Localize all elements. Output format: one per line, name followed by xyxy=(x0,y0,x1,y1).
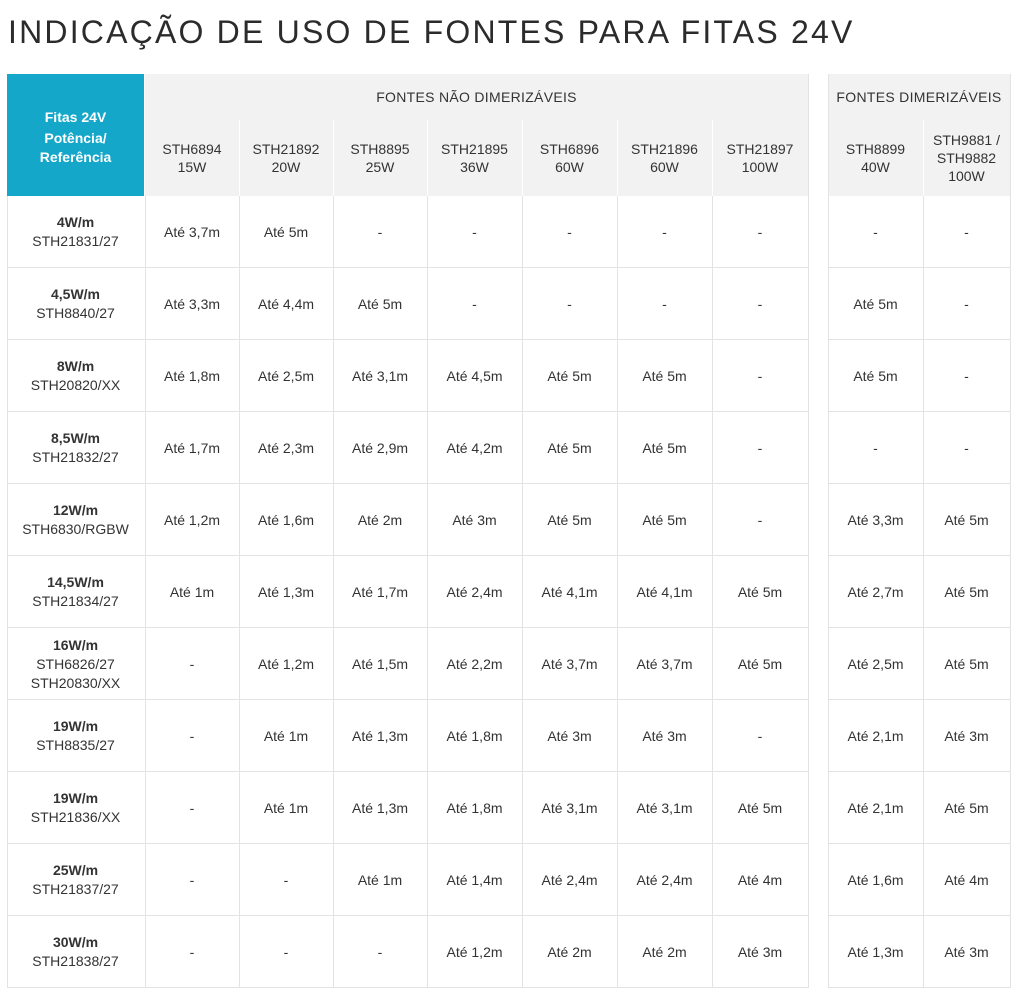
header-divider xyxy=(239,120,240,196)
row-label xyxy=(7,916,144,988)
table-cell: - xyxy=(964,224,969,240)
column-header-line1: STH8899 xyxy=(845,141,906,157)
table-cell: Até 3,1m xyxy=(636,800,693,816)
table-cell: Até 1,2m xyxy=(446,944,503,960)
table-cell: Até 3m xyxy=(452,512,497,528)
column-header xyxy=(617,120,712,196)
column-divider xyxy=(145,196,146,988)
table-cell: - xyxy=(377,944,383,960)
column-divider xyxy=(427,196,428,988)
table-cell: Até 1,3m xyxy=(351,800,409,816)
header-divider xyxy=(333,120,334,196)
table-cell: Até 2,4m xyxy=(636,872,693,888)
table-cell: Até 1m xyxy=(357,872,403,888)
column-header xyxy=(333,120,427,196)
column-header-line2: 100W xyxy=(741,159,779,175)
row-reference: STH8840/27 xyxy=(36,305,115,321)
table-cell: Até 2m xyxy=(547,944,592,960)
corner-label-reference: Referência xyxy=(39,148,112,165)
table-cell: - xyxy=(757,296,763,312)
table-cell: Até 1,7m xyxy=(163,440,221,456)
table-cell: - xyxy=(189,800,195,816)
table-cell: Até 4,5m xyxy=(446,368,503,384)
row-power: 4,5W/m xyxy=(50,286,100,302)
row-reference: STH21837/27 xyxy=(32,881,119,897)
column-divider xyxy=(617,196,618,988)
row-label xyxy=(7,196,144,268)
row-reference: STH6830/RGBW xyxy=(22,521,129,537)
table-cell: Até 1,6m xyxy=(257,512,315,528)
column-divider xyxy=(522,196,523,988)
table-cell: Até 3,1m xyxy=(351,368,409,384)
table-cell: Até 2,5m xyxy=(257,368,315,384)
column-header-line1: STH21897 xyxy=(726,141,794,157)
header-divider xyxy=(712,120,713,196)
row-reference: STH21831/27 xyxy=(32,233,119,249)
table-cell: Até 5m xyxy=(853,368,898,384)
column-header xyxy=(712,120,808,196)
table-cell: Até 5m xyxy=(944,800,989,816)
column-divider xyxy=(7,196,8,988)
table-cell: - xyxy=(189,944,195,960)
table-cell: Até 2,5m xyxy=(847,656,904,672)
table-cell: Até 4,1m xyxy=(541,584,598,600)
table-cell: Até 3,7m xyxy=(163,224,221,240)
column-header-line2: 15W xyxy=(177,159,207,175)
table-cell: Até 2m xyxy=(357,512,403,528)
column-header-line1: STH21896 xyxy=(631,141,698,157)
column-divider xyxy=(1010,196,1011,988)
row-label xyxy=(7,340,144,412)
row-power: 16W/m xyxy=(52,636,99,653)
table-cell: Até 4m xyxy=(944,872,989,888)
table-cell: Até 5m xyxy=(642,512,687,528)
table-cell: Até 5m xyxy=(737,584,783,600)
table-cell: Até 5m xyxy=(737,800,783,816)
table-cell: Até 5m xyxy=(547,512,592,528)
row-reference: STH21832/27 xyxy=(32,449,119,465)
table-cell: Até 2,1m xyxy=(847,728,904,744)
table-cell: - xyxy=(662,296,667,312)
row-reference: STH8835/27 xyxy=(36,737,115,753)
table-cell: Até 1,7m xyxy=(351,584,409,600)
page-title: INDICAÇÃO DE USO DE FONTES PARA FITAS 24V xyxy=(8,14,855,50)
column-divider xyxy=(808,196,809,988)
table-cell: - xyxy=(662,224,667,240)
column-divider xyxy=(333,196,334,988)
table-cell: - xyxy=(757,512,763,528)
column-header xyxy=(145,120,239,196)
table-cell: - xyxy=(472,224,477,240)
table-cell: - xyxy=(873,440,878,456)
row-divider xyxy=(7,987,808,988)
column-header-line2: 60W xyxy=(650,159,679,175)
table-cell: - xyxy=(567,296,572,312)
column-divider xyxy=(239,196,240,988)
row-reference: STH21836/XX xyxy=(30,809,121,825)
column-header-line2: 20W xyxy=(271,159,301,175)
table-cell: Até 2,1m xyxy=(847,800,904,816)
table-cell: Até 1,3m xyxy=(257,584,315,600)
table-cell: Até 5m xyxy=(357,296,403,312)
table-cell: Até 1m xyxy=(169,584,215,600)
table-cell: Até 4m xyxy=(737,872,783,888)
table-cell: - xyxy=(964,296,969,312)
row-label xyxy=(7,772,144,844)
table-cell: Até 3,3m xyxy=(163,296,221,312)
header-divider xyxy=(522,120,523,196)
row-reference: STH21838/27 xyxy=(32,953,119,969)
table-cell: - xyxy=(472,296,477,312)
table-cell: - xyxy=(757,728,763,744)
table-corner-header xyxy=(7,74,144,196)
table-cell: Até 1,3m xyxy=(351,728,409,744)
column-divider xyxy=(808,74,809,196)
row-label xyxy=(7,700,144,772)
table-cell: - xyxy=(757,224,763,240)
table-cell: Até 3,7m xyxy=(636,656,693,672)
row-reference: STH20820/XX xyxy=(30,377,121,393)
column-header xyxy=(522,120,617,196)
row-reference: STH21834/27 xyxy=(32,593,119,609)
table-cell: Até 5m xyxy=(263,224,309,240)
row-label xyxy=(7,412,144,484)
table-cell: Até 3m xyxy=(944,728,989,744)
table-cell: - xyxy=(964,368,969,384)
column-divider xyxy=(828,74,829,196)
column-header-line3: 100W xyxy=(948,168,985,184)
corner-label-power: Potência/ xyxy=(44,129,107,146)
table-cell: Até 1,6m xyxy=(847,872,904,888)
row-label xyxy=(7,556,144,628)
row-label xyxy=(7,268,144,340)
column-header-line2: 25W xyxy=(365,159,395,175)
column-divider xyxy=(923,196,924,988)
column-header xyxy=(828,120,923,196)
column-header-line2: STH9882 xyxy=(936,150,997,166)
header-divider xyxy=(427,120,428,196)
table-cell: Até 5m xyxy=(944,656,989,672)
table-cell: Até 1,2m xyxy=(257,656,315,672)
row-label xyxy=(7,628,144,700)
table-cell: Até 3m xyxy=(642,728,687,744)
row-reference: STH20830/XX xyxy=(30,674,121,691)
table-cell: - xyxy=(757,440,763,456)
header-divider xyxy=(617,120,618,196)
table-cell: Até 1,2m xyxy=(163,512,221,528)
column-header-line1: STH21892 xyxy=(252,141,320,157)
table-cell: - xyxy=(964,440,969,456)
row-power: 30W/m xyxy=(52,934,99,950)
column-divider xyxy=(712,196,713,988)
row-power: 19W/m xyxy=(52,718,99,734)
column-header-line1: STH6896 xyxy=(539,141,600,157)
table-cell: Até 5m xyxy=(853,296,898,312)
column-divider xyxy=(828,196,829,988)
table-cell: Até 5m xyxy=(944,512,989,528)
table-cell: Até 3m xyxy=(737,944,783,960)
table-cell: Até 4,4m xyxy=(257,296,315,312)
table-cell: Até 1m xyxy=(263,728,309,744)
table-cell: - xyxy=(377,224,383,240)
table-cell: Até 2,4m xyxy=(446,584,503,600)
column-header xyxy=(427,120,522,196)
row-label xyxy=(7,484,144,556)
table-cell: Até 5m xyxy=(547,440,592,456)
row-power: 12W/m xyxy=(52,502,99,518)
table-cell: Até 5m xyxy=(642,440,687,456)
table-cell: Até 2,9m xyxy=(351,440,409,456)
table-cell: Até 4,2m xyxy=(446,440,503,456)
column-header-line2: 36W xyxy=(460,159,489,175)
header-divider xyxy=(923,120,924,196)
table-cell: - xyxy=(189,728,195,744)
table-cell: Até 2,4m xyxy=(541,872,598,888)
row-power: 4W/m xyxy=(56,214,95,230)
table-cell: - xyxy=(283,872,289,888)
table-cell: - xyxy=(189,872,195,888)
row-power: 19W/m xyxy=(52,790,99,806)
table-cell: Até 3,1m xyxy=(541,800,598,816)
column-header-line1: STH9881 / xyxy=(933,132,1000,148)
column-header-line1: STH6894 xyxy=(162,141,222,157)
row-power: 25W/m xyxy=(52,862,99,878)
table-cell: Até 2,7m xyxy=(847,584,904,600)
column-divider xyxy=(1010,74,1011,196)
table-cell: Até 5m xyxy=(944,584,989,600)
table-cell: Até 1m xyxy=(263,800,309,816)
table-cell: - xyxy=(189,656,195,672)
table-cell: Até 1,8m xyxy=(446,800,503,816)
column-header-line1: STH21895 xyxy=(441,141,508,157)
table-cell: Até 1,8m xyxy=(446,728,503,744)
column-header xyxy=(239,120,333,196)
table-cell: Até 1,8m xyxy=(163,368,221,384)
table-cell: Até 3,7m xyxy=(541,656,598,672)
table-cell: Até 2,2m xyxy=(446,656,503,672)
column-header-line2: 40W xyxy=(861,159,890,175)
table-cell: Até 5m xyxy=(547,368,592,384)
table-cell: Até 3,3m xyxy=(847,512,904,528)
table-cell: - xyxy=(757,368,763,384)
table-cell: Até 5m xyxy=(642,368,687,384)
table-cell: Até 1,5m xyxy=(351,656,409,672)
column-header-line2: 60W xyxy=(555,159,584,175)
table-cell: - xyxy=(283,944,289,960)
row-power: 8,5W/m xyxy=(50,430,100,446)
table-cell: Até 1,3m xyxy=(847,944,904,960)
table-cell: Até 4,1m xyxy=(636,584,693,600)
column-header-line1: STH8895 xyxy=(350,141,410,157)
table-cell: Até 2,3m xyxy=(257,440,315,456)
row-label xyxy=(7,844,144,916)
row-power: 14,5W/m xyxy=(47,574,104,590)
table-cell: - xyxy=(567,224,572,240)
group-title-dimmable: FONTES DIMERIZÁVEIS xyxy=(836,89,1002,105)
corner-label-strips: Fitas 24V xyxy=(44,108,107,125)
table-cell: Até 3m xyxy=(547,728,592,744)
row-power: 8W/m xyxy=(56,358,95,374)
table-cell: Até 3m xyxy=(944,944,989,960)
column-header xyxy=(923,120,1010,196)
group-title-non-dimmable: FONTES NÃO DIMERIZÁVEIS xyxy=(376,89,577,105)
table-cell: - xyxy=(873,224,878,240)
table-cell: Até 1,4m xyxy=(446,872,503,888)
table-cell: Até 2m xyxy=(642,944,687,960)
table-cell: Até 5m xyxy=(737,656,783,672)
row-reference: STH6826/27 xyxy=(36,655,115,672)
row-divider xyxy=(828,987,1010,988)
